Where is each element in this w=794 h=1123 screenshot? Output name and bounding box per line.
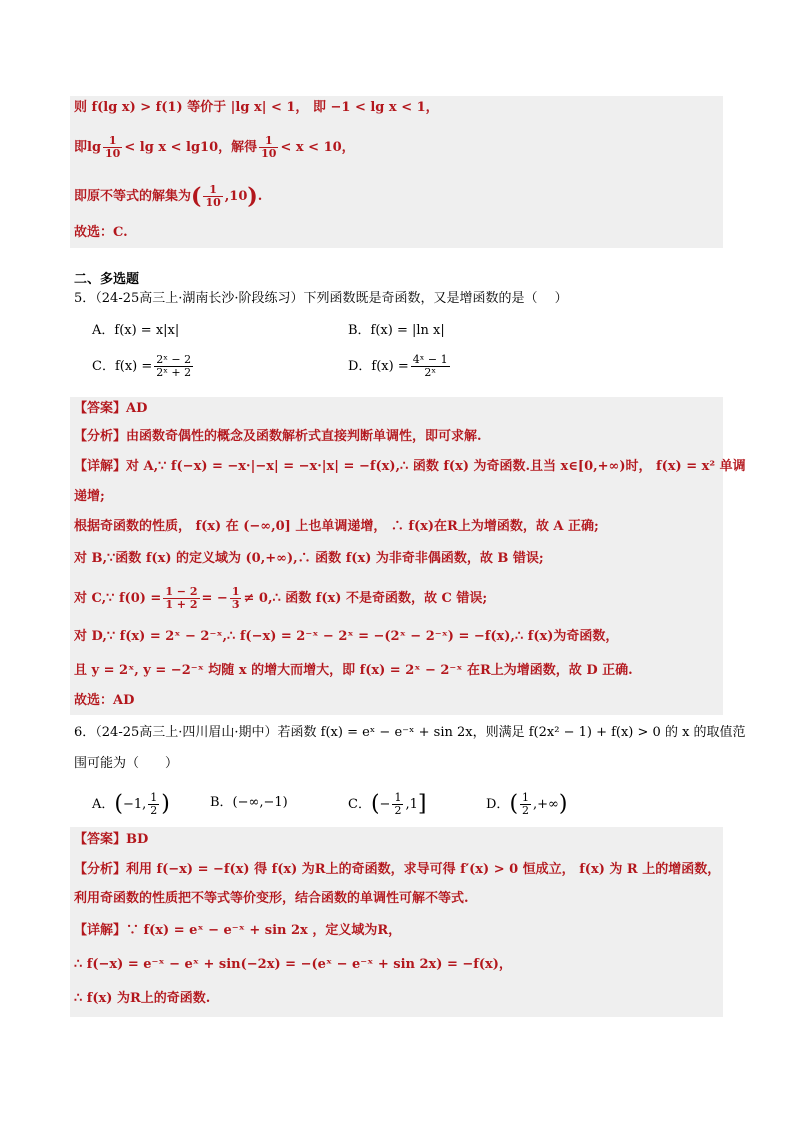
q5-stem: 5．（24-25高三上·湖南长沙·阶段练习）下列函数既是奇函数，又是增函数的是（ ） — [74, 291, 568, 306]
solution-panel-top — [70, 96, 723, 248]
section-title: 二、多选题 — [74, 272, 140, 287]
q6-stem-2: 围可能为（ ） — [74, 756, 179, 771]
q6-answer: 【答案】BD — [74, 832, 149, 847]
q5-detail-2: 递增; — [74, 489, 105, 504]
q6-option-d: D．( $\frac{1}{2}$ ,+∞) — [486, 791, 568, 817]
q6-option-c: C．(− $\frac{1}{2}$ ,1] — [348, 791, 427, 817]
q6-detail-1: 【详解】∵ f(x) = eˣ − e⁻ˣ + sin 2x ，定义域为R， — [74, 923, 402, 938]
q6-analysis-2: 利用奇函数的性质把不等式等价变形，结合函数的单调性可解不等式. — [74, 891, 469, 906]
q5-detail-7: 且 y = 2ˣ, y = −2⁻ˣ 均随 x 的增大而增大，即 f(x) = 2ˣ − 2⁻ˣ 在R上为增函数，故 D 正确. — [74, 663, 633, 678]
q6-option-b: B．(−∞,−1) — [210, 795, 288, 810]
q5-detail-4: 对 B,∵函数 f(x) 的定义域为 (0,+∞),∴ 函数 f(x) 为非奇非偶函数，故 B 错误; — [74, 551, 544, 566]
q6-detail-2: ∴ f(−x) = e⁻ˣ − eˣ + sin(−2x) = −(eˣ − e⁻ˣ + sin 2x) = −f(x)， — [74, 957, 512, 972]
q6-option-a: A．(−1, $\frac{1}{2}$ ) — [92, 791, 170, 817]
top-line-1: 则 f(lg x) > f(1) 等价于 |lg x| < 1， 即 −1 < lg x < 1， — [74, 100, 439, 115]
q6-stem-1: 6．（24-25高三上·四川眉山·期中）若函数 f(x) = eˣ − e⁻ˣ + sin 2x，则满足 f(2x² − 1) + f(x) > 0 的 x 的取值范 — [74, 725, 746, 740]
q5-analysis: 【分析】由函数奇偶性的概念及函数解析式直接判断单调性，即可求解. — [74, 429, 482, 444]
q5-detail-3: 根据奇函数的性质， f(x) 在 (−∞,0] 上也单调递增， ∴ f(x)在R上为增函数，故 A 正确; — [74, 519, 599, 534]
q5-answer: 【答案】AD — [74, 401, 148, 416]
q5-option-a: A．f(x) = x|x| — [92, 323, 180, 338]
q5-detail-1: 【详解】对 A,∵ f(−x) = −x·|−x| = −x·|x| = −f(x),∴ 函数 f(x) 为奇函数.且当 x∈[0,+∞)时， f(x) = x² 单调 — [74, 459, 746, 474]
q5-detail-6: 对 D,∵ f(x) = 2ˣ − 2⁻ˣ,∴ f(−x) = 2⁻ˣ − 2ˣ = −(2ˣ − 2⁻ˣ) = −f(x),∴ f(x)为奇函数， — [74, 629, 619, 644]
q6-analysis-1: 【分析】利用 f(−x) = −f(x) 得 f(x) 为R上的奇函数，求导可得 f′(x) > 0 恒成立， f(x) 为 R 上的增函数， — [74, 862, 721, 877]
top-answer-line: 故选：C. — [74, 225, 128, 240]
q5-option-c: C．f(x) = $\frac{\text{2ˣ − 2}}{\text{2ˣ + 2}}$ — [92, 353, 192, 379]
top-line-2: 即lg $\frac{1}{10}$ < lg x < lg10，解得 $\frac{1}{10}$ < x < 10， — [74, 134, 355, 160]
top-line-3: 即原不等式的解集为( $\frac{1}{10}$ ,10). — [74, 183, 263, 210]
q5-option-d: D．f(x) = $\frac{\text{4ˣ − 1}}{\text{2ˣ}}$ — [348, 353, 448, 379]
q5-detail-5: 对 C,∵ f(0) = $\frac{1 - 2}{1 + 2}$ = − $\frac{1}{3}$ ≠ 0,∴ 函数 f(x) 不是奇函数，故 C 错误; — [74, 585, 488, 611]
q6-detail-3: ∴ f(x) 为R上的奇函数. — [74, 991, 211, 1006]
q5-option-b: B．f(x) = |ln x| — [348, 323, 445, 338]
q5-detail-8: 故选：AD — [74, 693, 135, 708]
